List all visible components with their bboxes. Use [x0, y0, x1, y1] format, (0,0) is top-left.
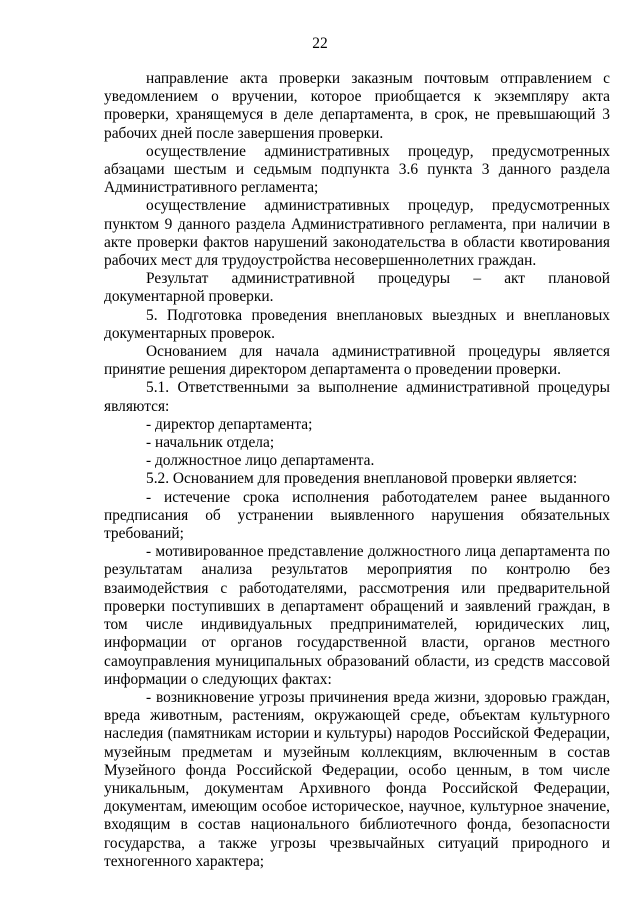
page-number: 22: [312, 35, 328, 52]
paragraph-procedure-basis: Основанием для начала административной процедуры является принятие решения директором департамента о проведении проверки.: [104, 343, 610, 379]
list-item-motivated-submission: - мотивированное представление должностного лица департамента по результатам анализа результатов мероприятия по контролю без взаимодействия с работодателями, рассмотрения или предварительной проверки поступивших в департамент обращений и заявлений граждан, в том числе индивидуальных предпринимателей, юридических лиц, информации от органов государственной власти, органов местного самоуправления муниципальных образований области, из средств массовой информации о следующих фактах:: [104, 543, 610, 688]
list-item-official: - должностное лицо департамента.: [146, 452, 375, 470]
list-item-department-head: - начальник отдела;: [146, 434, 275, 452]
paragraph-procedures-subparagraph: осуществление административных процедур, предусмотренных абзацами шестым и седьмым подпункта 3.6 пункта 3 данного раздела Административного регламента;: [104, 142, 610, 197]
paragraph-5-2: 5.2. Основанием для проведения внеплановой проверки является:: [146, 470, 578, 488]
list-item-director: - директор департамента;: [146, 415, 313, 433]
paragraph-5-1: 5.1. Ответственными за выполнение административной процедуры являются:: [104, 379, 610, 415]
section-heading-5: 5. Подготовка проведения внеплановых выездных и внеплановых документарных проверок.: [104, 306, 610, 342]
list-item-threat-of-harm: - возникновение угрозы причинения вреда жизни, здоровью граждан, вреда животным, растениям, окружающей среде, объектам культурного наследия (памятникам истории и культуры) народов Российской Федерации, музейным предметам и музейным коллекциям, включенным в состав Музейного фонда Российской Федерации, особо ценным, в том числе уникальным, документам Архивного фонда Российской Федерации, документам, имеющим особое историческое, научное, культурное значение, входящим в состав национального библиотечного фонда, безопасности государства, а также угрозы чрезвычайных ситуаций природного и техногенного характера;: [104, 688, 610, 870]
paragraph-act-delivery: направление акта проверки заказным почтовым отправлением с уведомлением о вручении, которое приобщается к экземпляру акта проверки, хранящемуся в деле департамента, в срок, не превышающий 3 рабочих дней после завершения проверки.: [104, 70, 610, 142]
paragraph-procedures-item-9: осуществление административных процедур, предусмотренных пунктом 9 данного раздела Административного регламента, при наличии в акте проверки фактов нарушений законодательства в области квотирования рабочих мест для трудоустройства несовершеннолетних граждан.: [104, 197, 610, 270]
paragraph-procedure-result: Результат административной процедуры – акт плановой документарной проверки.: [104, 270, 610, 306]
document-body: [104, 70, 610, 871]
list-item-deadline-expiry: - истечение срока исполнения работодателем ранее выданного предписания об устранении выявленного нарушения обязательных требований;: [104, 488, 610, 543]
